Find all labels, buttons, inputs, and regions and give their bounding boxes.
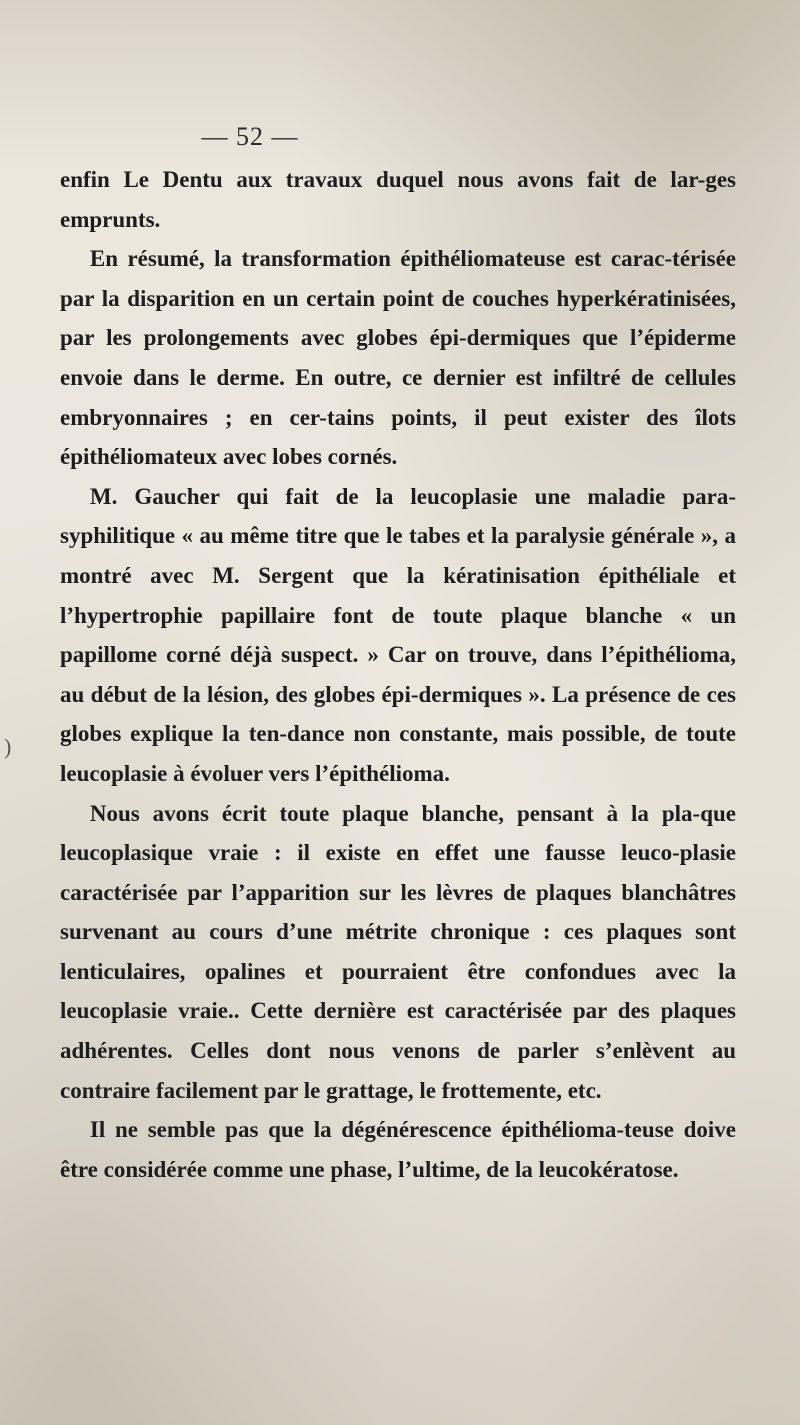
paragraph-conclusion: Il ne semble pas que la dégénérescence épithélioma-teuse doive être considérée comme une phase, l’ultime, de la leucokératose. [60, 1117, 736, 1182]
body-text [60, 160, 736, 1189]
paragraph-continuation: enfin Le Dentu aux travaux duquel nous avons fait de lar-ges emprunts. [60, 167, 736, 232]
paragraph-false-leucoplasia: Nous avons écrit toute plaque blanche, pensant à la pla-que leucoplasique vraie : il existe en effet une fausse leuco-plasie caractérisée par l’apparition sur les lèvres de plaques blanchâtres survenant au cours d’une métrite chronique : ces plaques sont lenticulaires, opalines et pourraient être confondues avec la leucoplasie vraie.. Cette dernière est caractérisée par des plaques adhérentes. Celles dont nous venons de parler s’enlèvent au contraire facilement par le grattage, le frottemente, etc. [60, 800, 736, 1103]
paragraph-summary: En résumé, la transformation épithéliomateuse est carac-térisée par la disparition en un certain point de couches hyperkératinisées, par les prolongements avec globes épi-dermiques que l’épiderme envoie dans le derme. En outre, ce dernier est infiltré de cellules embryonnaires ; en cer-tains points, il peut exister des îlots épithéliomateux avec lobes cornés. [60, 246, 736, 470]
page-number: — 52 — [201, 122, 299, 151]
paragraph-gaucher: M. Gaucher qui fait de la leucoplasie une maladie para-syphilitique « au même titre que le tabes et la paralysie générale », a montré avec M. Sergent que la kératinisation épithéliale et l’hypertrophie papillaire font de toute plaque blanche « un papillome corné déjà suspect. » Car on trouve, dans l’épithélioma, au début de la lésion, des globes épi-dermiques ». La présence de ces globes explique la ten-dance non constante, mais possible, de toute leucoplasie à évoluer vers l’épithélioma. [60, 483, 736, 786]
margin-mark: ) [4, 734, 12, 759]
